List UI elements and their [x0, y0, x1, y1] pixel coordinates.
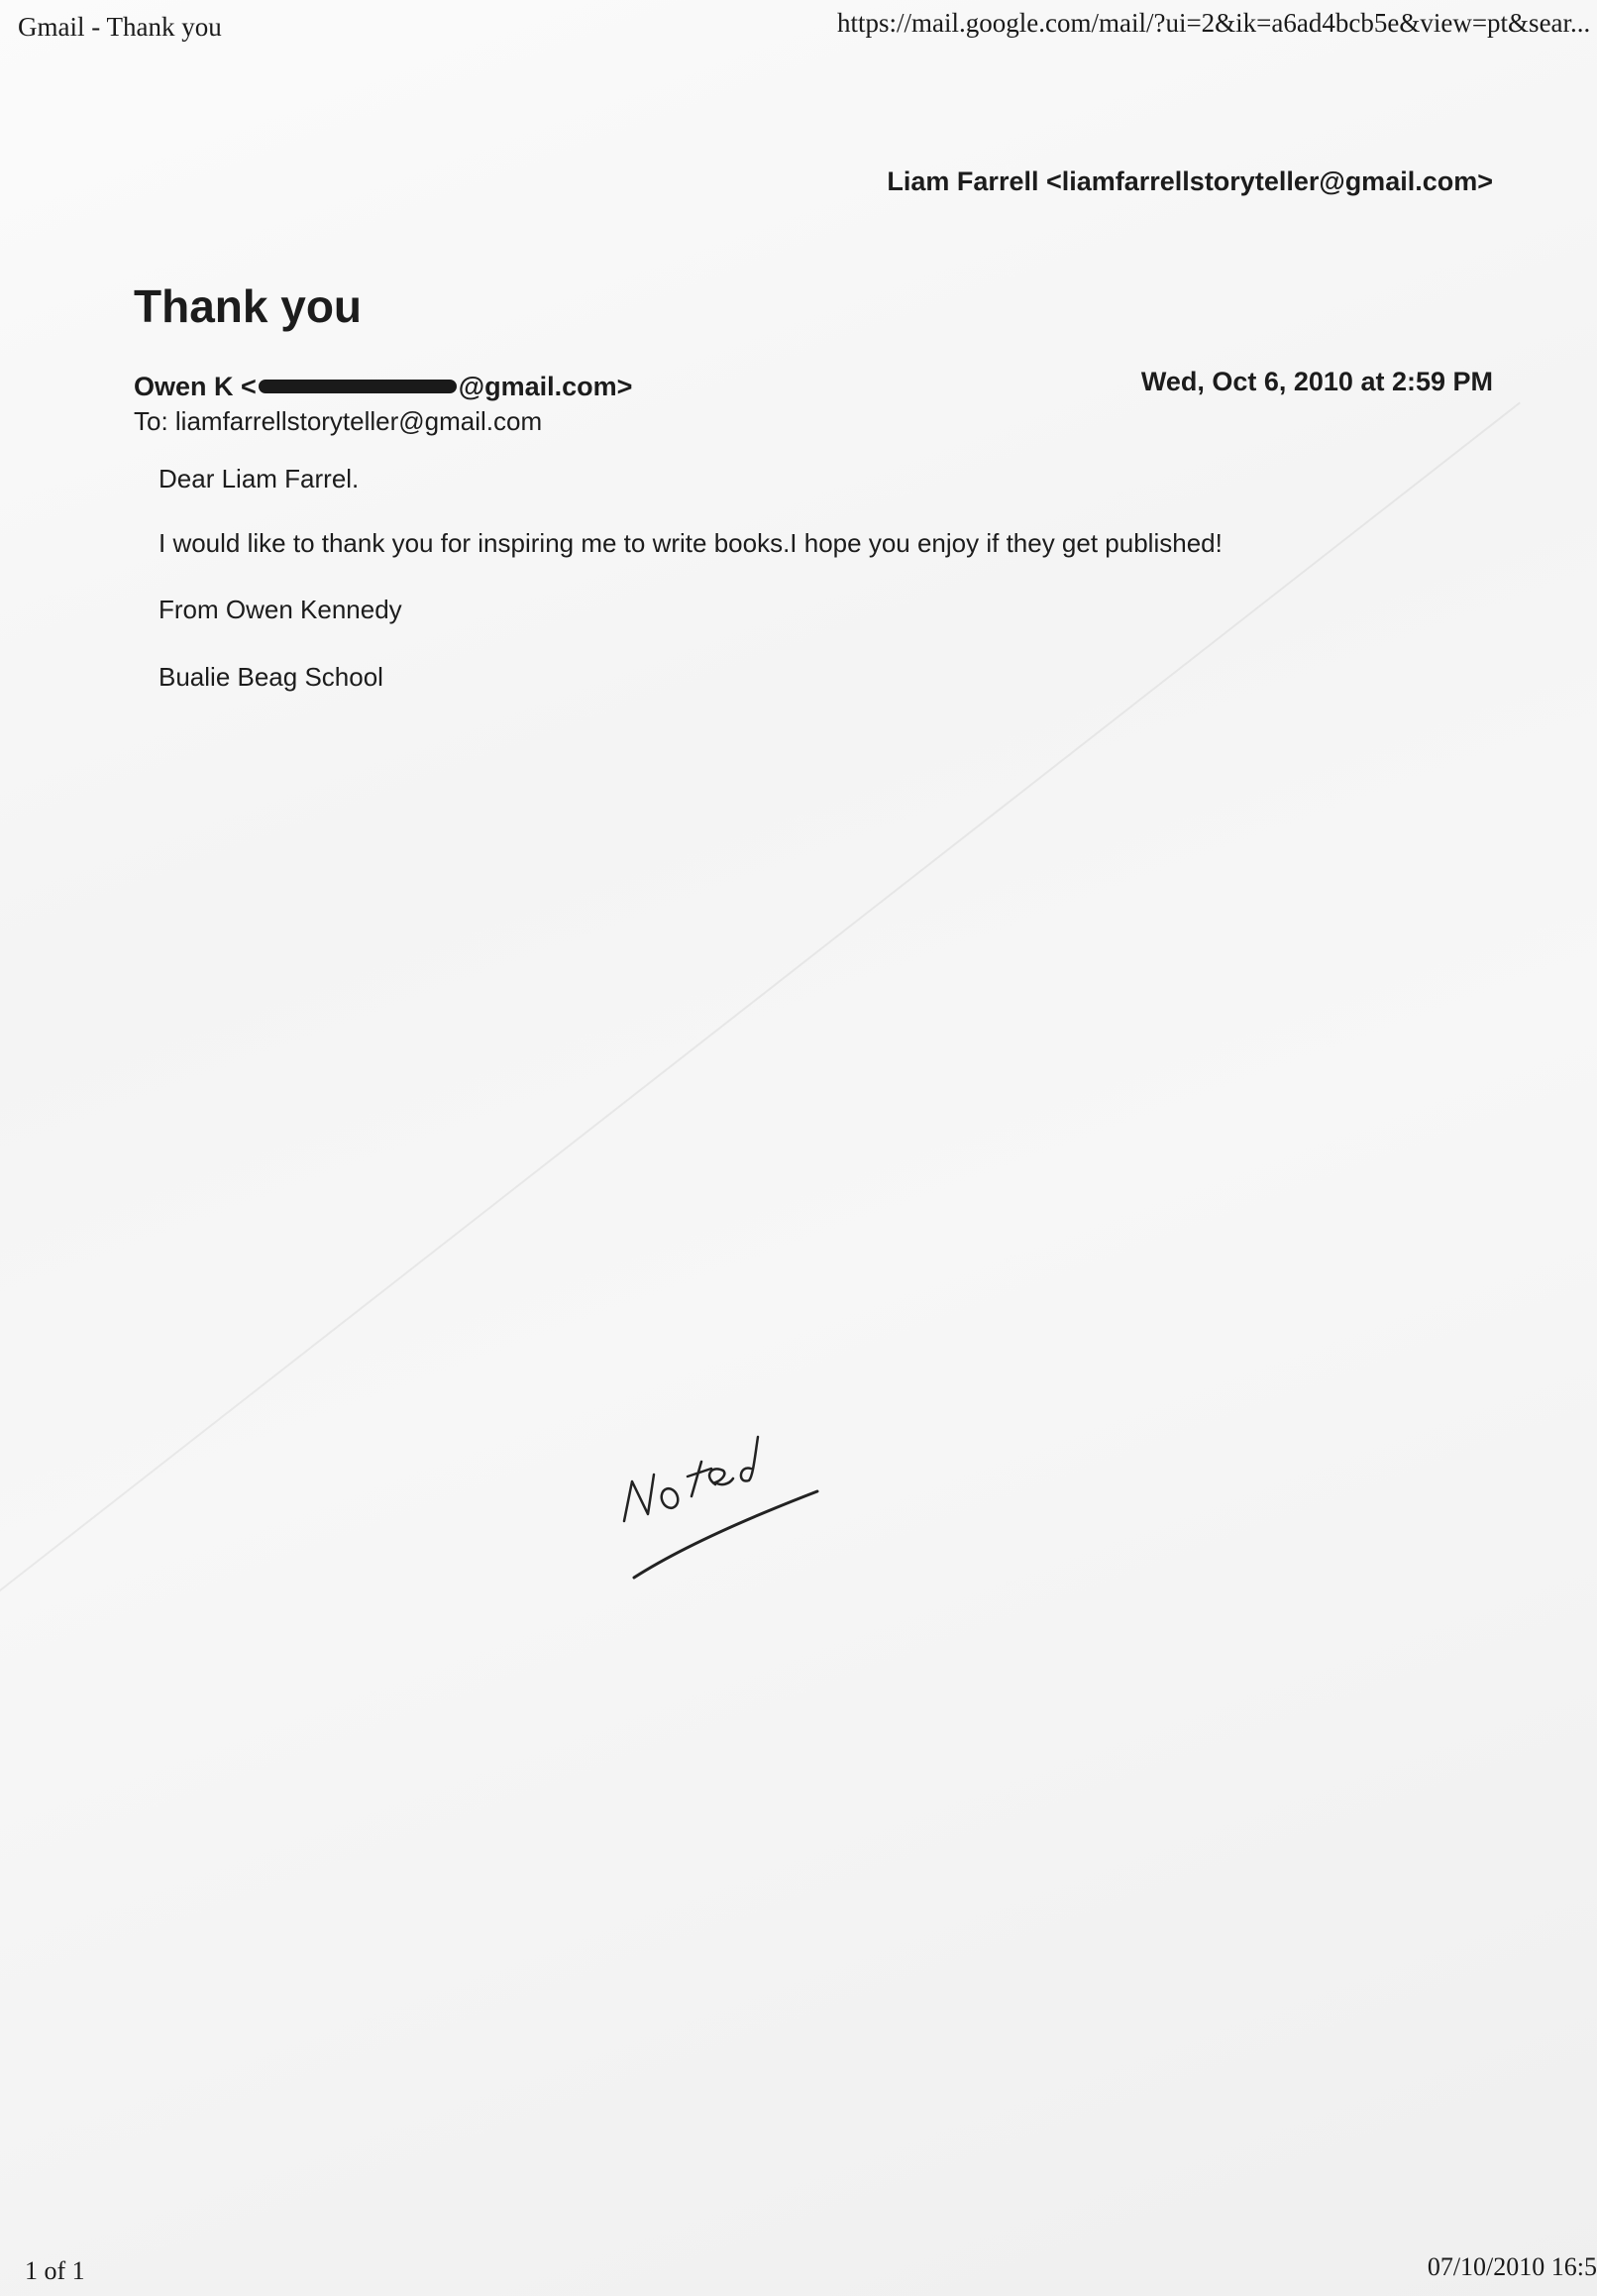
email-recipient: To: liamfarrellstoryteller@gmail.com — [134, 406, 543, 436]
print-header-url: https://mail.google.com/mail/?ui=2&ik=a6ad4bcb5e&view=pt&sear... — [837, 8, 1591, 38]
account-address: Liam Farrell <liamfarrellstoryteller@gmail.com> — [887, 166, 1493, 196]
handwritten-noted-annotation — [604, 1407, 832, 1585]
email-subject: Thank you — [134, 280, 363, 332]
print-footer-page-number: 1 of 1 — [25, 2256, 85, 2285]
email-message: I would like to thank you for inspiring me to write books.I hope you enjoy if they get published! — [159, 528, 1223, 558]
sender-domain: @gmail.com> — [458, 372, 633, 401]
redaction-mark — [259, 380, 457, 393]
email-greeting: Dear Liam Farrel. — [159, 464, 360, 493]
sender-name: Owen K < — [134, 372, 257, 401]
email-sender — [134, 372, 632, 402]
email-signoff: From Owen Kennedy — [159, 595, 402, 624]
email-school: Bualie Beag School — [159, 662, 383, 692]
email-date: Wed, Oct 6, 2010 at 2:59 PM — [1140, 367, 1493, 396]
print-header-title: Gmail - Thank you — [18, 12, 222, 42]
print-footer-date: 07/10/2010 16:5 — [1427, 2252, 1597, 2281]
